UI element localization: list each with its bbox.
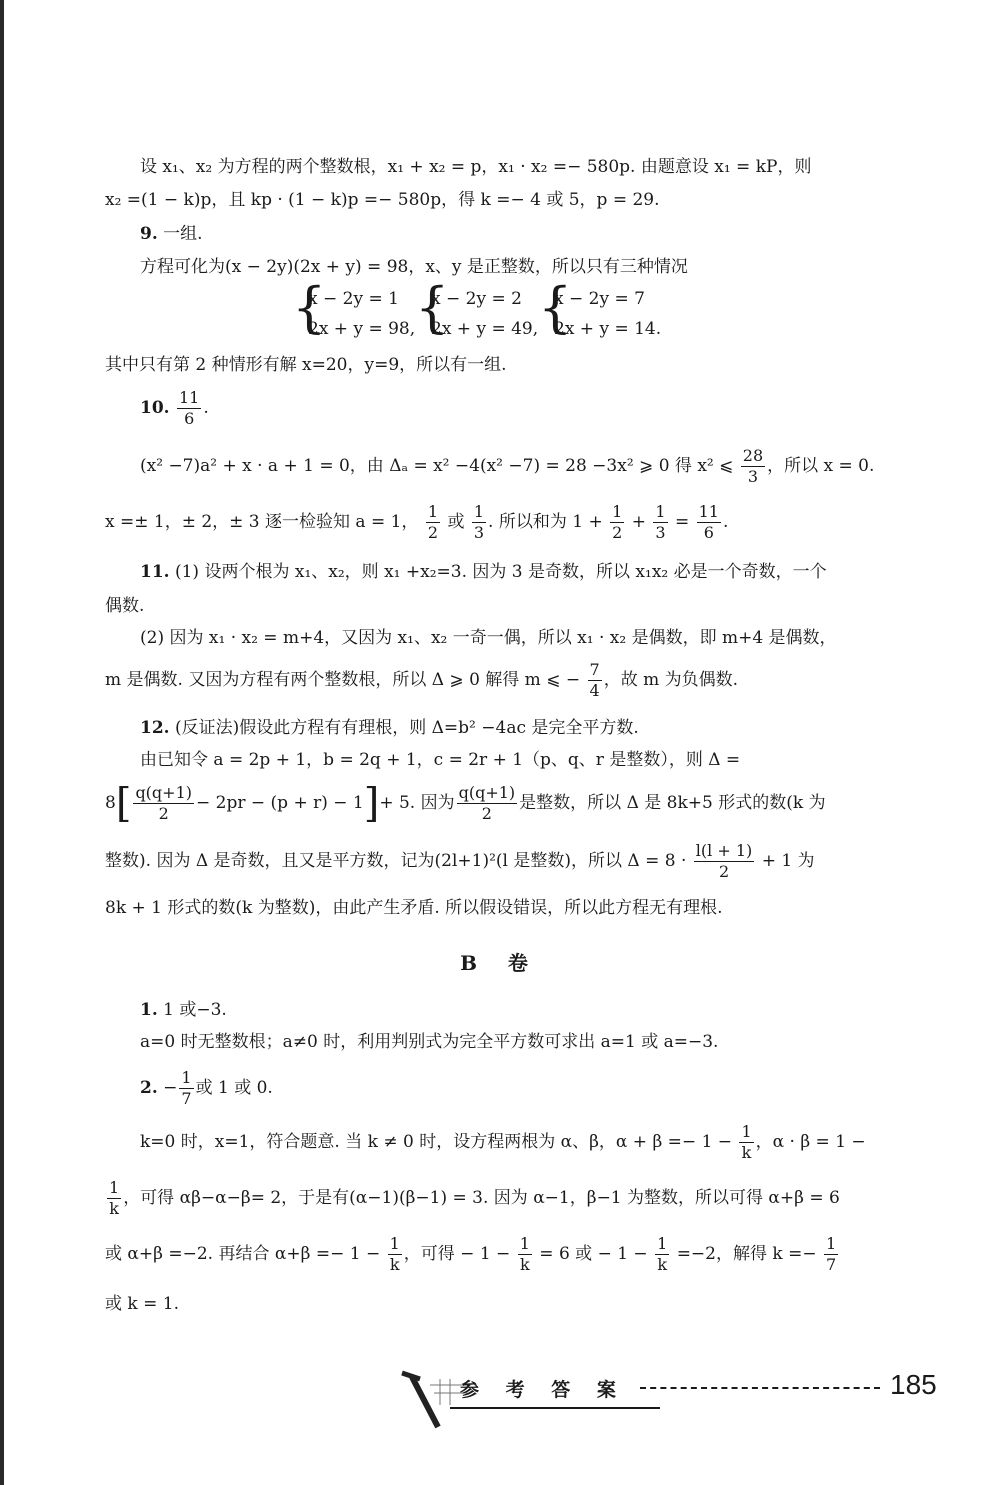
fraction-1-k: $\frac{1}{k}$ [519, 1234, 530, 1274]
fraction-28-3: $\frac{28}{3}$ [742, 446, 764, 486]
b1-line: a=0 时无整数根；a≠0 时，利用判别式为完全平方数可求出 a=1 或 a=−3. [140, 1032, 719, 1052]
q8-line-2: x₂ =(1 − k)p，且 kp · (1 − k)p =− 580p，得 k =− 4 或 5，p = 29. [105, 190, 660, 210]
fraction-1-k: $\frac{1}{k}$ [109, 1178, 120, 1218]
fraction-q: $\frac{q(q+1)}{2}$ [135, 783, 192, 823]
q9-answer-line [140, 222, 203, 246]
b1-number: 1. [140, 1000, 158, 1020]
q11-line-2: 偶数. [105, 596, 145, 616]
system-row: 2x + y = 98, [308, 319, 416, 339]
fraction-1-k: $\frac{1}{k}$ [741, 1122, 752, 1162]
system-row: 2x + y = 49, [431, 319, 539, 339]
footer-underline [450, 1407, 660, 1409]
b2-number: 2. [140, 1078, 158, 1098]
page-footer [390, 1365, 950, 1435]
fraction-11-6: $\frac{11}{6}$ [698, 502, 719, 542]
b2-line-4: 或 k = 1. [105, 1294, 179, 1314]
fraction-7-4: $\frac{7}{4}$ [589, 660, 600, 700]
q12-line-2: 由已知令 a = 2p + 1，b = 2q + 1，c = 2r + 1（p、q、r 是整数），则 Δ = [140, 750, 741, 770]
q11-number: 11. [140, 562, 170, 582]
pencil-ruler-icon [390, 1365, 470, 1435]
q12-line-1: 12. (反证法)假设此方程有有理根，则 Δ=b² −4ac 是完全平方数. [140, 718, 639, 738]
q9-number: 9. [140, 224, 158, 244]
system-row: x − 2y = 7 [554, 289, 645, 309]
q11-line-3: (2) 因为 x₁ · x₂ = m+4，又因为 x₁、x₂ 一奇一偶，所以 x₁ · x₂ 是偶数，即 m+4 是偶数， [140, 628, 837, 648]
fraction-1-k: $\frac{1}{k}$ [657, 1234, 668, 1274]
system-row: 2x + y = 14. [554, 319, 662, 339]
page-edge [0, 0, 4, 1485]
q9-system-2 [415, 276, 539, 344]
fraction-1-2: $\frac{1}{2}$ [427, 502, 439, 542]
q10-line-2: x =± 1，± 2，± 3 逐一检验知 a = 1， $\frac{1}{2}$ 或 $\frac{1}{3}$ . 所以和为 1 + $\frac{1}{2}$ + $\frac{1}{3}$ = $\frac{11}{6}$ . [105, 502, 729, 542]
page-number: 185 [890, 1369, 937, 1400]
b2-line-2: $\frac{1}{k}$ ，可得 αβ−α−β= 2，于是有(α−1)(β−1) = 3. 因为 α−1，β−1 为整数，所以可得 α+β = 6 [109, 1178, 840, 1218]
fraction-1-3: $\frac{1}{3}$ [473, 502, 485, 542]
q10-line-1: (x² −7)a² + x · a + 1 = 0，由 Δₐ = x² −4(x² −7) = 28 −3x² ⩾ 0 得 x² ⩽ $\frac{28}{3}$ ，所以 x = 0. [140, 446, 875, 486]
b1-answer-line: 1. 1 或−3. [140, 1000, 227, 1020]
q10-answer-fraction: $\frac{11}{6}$ [178, 388, 200, 428]
brace-icon: { [292, 276, 327, 339]
q11-line-1: 11. (1) 设两个根为 x₁、x₂，则 x₁ +x₂=3. 因为 3 是奇数，所以 x₁x₂ 必是一个奇数，一个 [140, 562, 827, 582]
b2-line-3: 或 α+β =−2. 再结合 α+β =− 1 − $\frac{1}{k}$ ，可得 − 1 − $\frac{1}{k}$ = 6 或 − 1 − $\frac{1}{k}$ =−2，解得 k =− $\frac{1}{7}$ [105, 1234, 837, 1274]
system-row: x − 2y = 2 [431, 289, 522, 309]
q9-system-1 [292, 276, 416, 344]
q9-answer: 一组. [163, 224, 203, 244]
fraction-1-k: $\frac{1}{k}$ [389, 1234, 400, 1274]
q12-line-4: 整数). 因为 Δ 是奇数，且又是平方数，记为(2l+1)²(l 是整数)，所以 Δ = 8 · $\frac{l(l + 1)}{2}$ + 1 为 [105, 841, 815, 881]
system-row: x − 2y = 1 [308, 289, 399, 309]
q9-system-3 [538, 276, 662, 344]
brace-icon: { [415, 276, 450, 339]
section-b-heading: B 卷 [460, 951, 540, 975]
fraction-1-7: $\frac{1}{7}$ [826, 1234, 837, 1274]
q10-number: 10. [140, 398, 170, 418]
q12-number: 12. [140, 718, 170, 738]
left-bracket-icon: [ [115, 780, 132, 827]
fraction-1-2: $\frac{1}{2}$ [612, 502, 623, 542]
q12-line-3: 8[ $\frac{q(q+1)}{2}$ − 2pr − (p + r) − 1]+ 5. 因为 $\frac{q(q+1)}{2}$ 是整数，所以 Δ 是 8k+5 形式的数(k 为 [105, 780, 826, 827]
q8-line-1: 设 x₁、x₂ 为方程的两个整数根，x₁ + x₂ = p，x₁ · x₂ =− 580p. 由题意设 x₁ = kP，则 [140, 157, 812, 177]
q10-answer-line: 10. $\frac{11}{6}$ . [140, 388, 209, 428]
footer-label: 参 考 答 案 [460, 1379, 626, 1401]
brace-icon: { [538, 276, 573, 339]
q12-line-5: 8k + 1 形式的数(k 为整数)，由此产生矛盾. 所以假设错误，所以此方程无有理根. [105, 898, 723, 918]
q9-line-2: 其中只有第 2 种情形有解 x=20，y=9，所以有一组. [105, 355, 507, 375]
fraction-1-7: $\frac{1}{7}$ [181, 1068, 192, 1108]
fraction-1-3: $\frac{1}{3}$ [655, 502, 666, 542]
q9-line-1: 方程可化为(x − 2y)(2x + y) = 98，x、y 是正整数，所以只有三种情况 [140, 257, 688, 277]
right-bracket-icon: ] [363, 780, 380, 827]
b2-line-1: k=0 时，x=1，符合题意. 当 k ≠ 0 时，设方程两根为 α、β，α + β =− 1 − $\frac{1}{k}$ ，α · β = 1 − [140, 1122, 866, 1162]
b2-answer-line: 2. − $\frac{1}{7}$ 或 1 或 0. [140, 1068, 273, 1108]
footer-dashed-line [640, 1387, 880, 1389]
q11-line-4: m 是偶数. 又因为方程有两个整数根，所以 Δ ⩾ 0 解得 m ⩽ − $\frac{7}{4}$ ，故 m 为负偶数. [105, 660, 739, 700]
fraction-l: $\frac{l(l + 1)}{2}$ [695, 841, 753, 881]
fraction-q: $\frac{q(q+1)}{2}$ [458, 783, 516, 823]
